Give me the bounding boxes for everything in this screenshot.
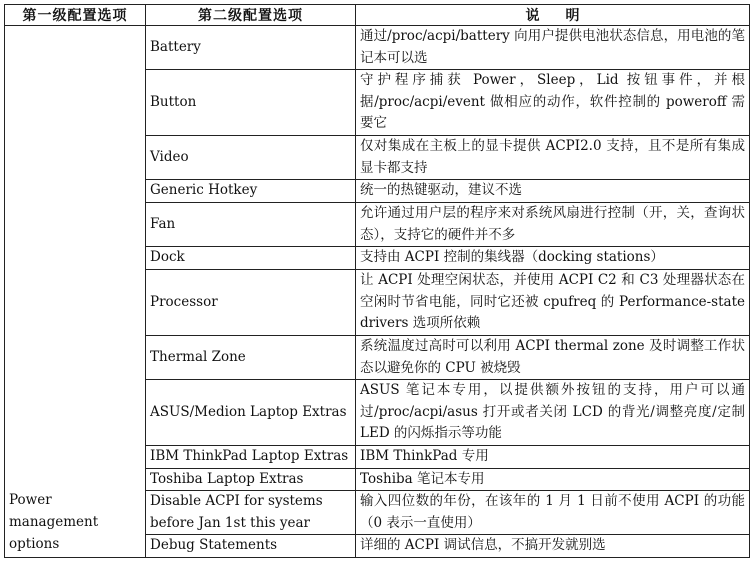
option-description: 输入四位数的年份，在该年的 1 月 1 日前不使用 ACPI 的功能（0 表示一直使用） <box>356 491 750 535</box>
option-description: ASUS 笔记本专用，以提供额外按钮的支持，用户可以通过/proc/acpi/asus 打开或者关闭 LCD 的背光/调整亮度/定制 LED 的闪烁指示等功能 <box>356 380 750 446</box>
option-name: Processor <box>146 270 356 336</box>
option-description: 允许通过用户层的程序来对系统风扇进行控制（开，关，查询状态），支持它的硬件并不多 <box>356 203 750 247</box>
option-name: Thermal Zone <box>146 336 356 380</box>
option-name: Fan <box>146 203 356 247</box>
option-name: Battery <box>146 26 356 70</box>
first-level-option <box>5 26 146 558</box>
option-description: 系统温度过高时可以利用 ACPI thermal zone 及时调整工作状态以避免你的 CPU 被烧毁 <box>356 336 750 380</box>
config-table <box>4 4 750 558</box>
option-name: Debug Statements <box>146 535 356 558</box>
option-name: Generic Hotkey <box>146 180 356 203</box>
option-name: Button <box>146 70 356 136</box>
option-description: 守护程序捕获 Power，Sleep，Lid 按钮事件，并根据/proc/acpi/event 做相应的动作，软件控制的 poweroff 需要它 <box>356 70 750 136</box>
table-row <box>5 26 750 70</box>
header-description: 说明 <box>356 5 750 26</box>
table-body <box>5 26 750 558</box>
first-level-option-label: Power management options <box>9 491 99 552</box>
option-description: 详细的 ACPI 调试信息，不搞开发就别选 <box>356 535 750 558</box>
option-name: Dock <box>146 247 356 270</box>
option-name: ASUS/Medion Laptop Extras <box>146 380 356 446</box>
option-name: Disable ACPI for systems before Jan 1st this year <box>146 491 356 535</box>
option-name: Video <box>146 136 356 180</box>
option-description: 支持由 ACPI 控制的集线器（docking stations） <box>356 247 750 270</box>
option-name: IBM ThinkPad Laptop Extras <box>146 446 356 469</box>
option-description: 通过/proc/acpi/battery 向用户提供电池状态信息，用电池的笔记本可以选 <box>356 26 750 70</box>
option-description: 仅对集成在主板上的显卡提供 ACPI2.0 支持，且不是所有集成显卡都支持 <box>356 136 750 180</box>
option-description: 统一的热键驱动，建议不选 <box>356 180 750 203</box>
option-description: IBM ThinkPad 专用 <box>356 446 750 469</box>
option-description: 让 ACPI 处理空闲状态，并使用 ACPI C2 和 C3 处理器状态在空闲时节省电能，同时它还被 cpufreq 的 Performance-state drivers 选项所依赖 <box>356 270 750 336</box>
option-name: Toshiba Laptop Extras <box>146 468 356 491</box>
header-row <box>5 5 750 26</box>
option-description: Toshiba 笔记本专用 <box>356 468 750 491</box>
header-level2: 第二级配置选项 <box>146 5 356 26</box>
header-level1: 第一级配置选项 <box>5 5 146 26</box>
